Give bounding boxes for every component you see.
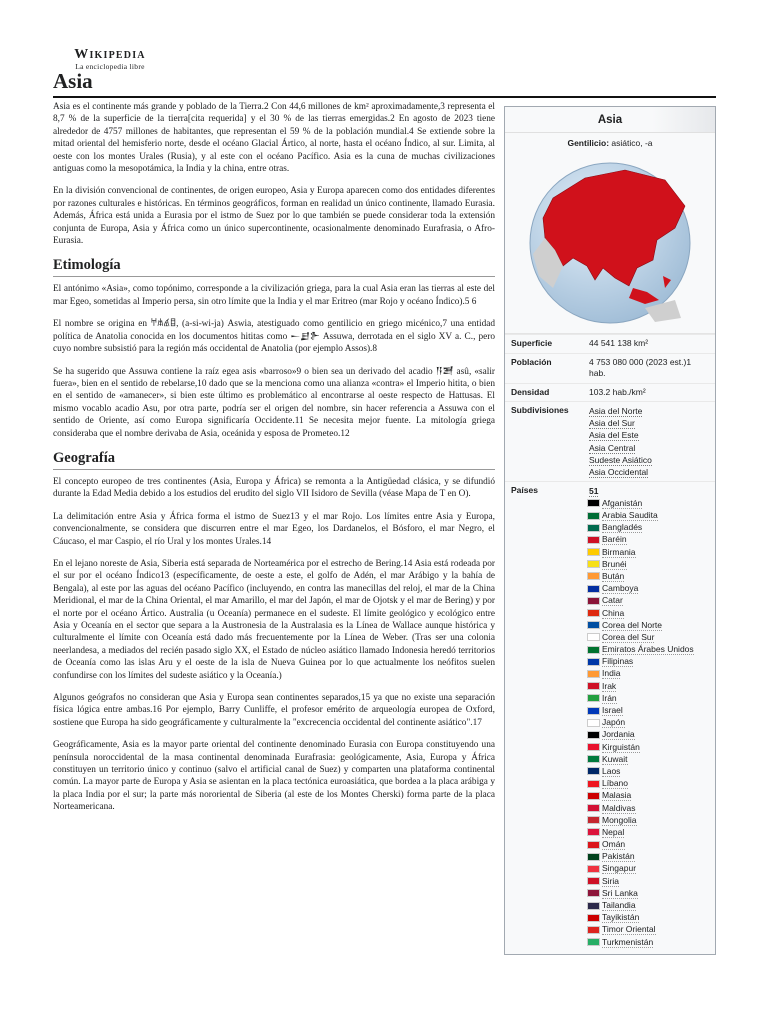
flag-icon [587,682,600,690]
country-name[interactable]: Irak [602,680,617,691]
geografia-paragraph-1: El concepto europeo de tres continentes (Asia, Europa y África) se remonta a la Antigüedad clásica, y se difundió durante la Edad Media debido a los estudios del erudito del siglo VII Isidoro de Sevilla (véase Mapa de T en O). [53,476,495,500]
country-name[interactable]: Líbano [602,778,628,789]
country-name[interactable]: Corea del Sur [602,631,655,642]
country-name[interactable]: Turkmenistán [602,936,654,947]
etimologia-paragraph-2: El nombre se origina en 𐀀𐀯𐀹𐀊, (a-si-wi-ja) Aswia, atestiguado como gentilicio en griego micénico,7 una entidad política de Anatolia conocida en los documentos hititas como 𒀸𒋗𒉿 Assuwa, derrotada en el siglo XV a. C., pero cuyo nombre subsistió para la región más occidental de Anatolia (por ejemplo Assos).8 [53,319,495,355]
country-name[interactable]: Singapur [602,863,637,874]
country-item[interactable] [587,583,709,595]
subdivision-link[interactable]: Sudeste Asiático [589,454,652,465]
country-name[interactable]: Jordania [602,729,635,740]
country-name[interactable]: Tayikistán [602,912,640,923]
country-item[interactable] [587,631,709,643]
country-item[interactable] [587,643,709,655]
paises-count[interactable]: 51 [589,486,599,497]
country-name[interactable]: Baréin [602,534,627,545]
infobox-title: Asia [505,107,715,133]
country-item[interactable] [587,558,709,570]
etimologia-paragraph-1: El antónimo «Asia», como topónimo, corresponde a la civilización griega, para la cual Asia eran las tierras al este del mar Egeo, sometidas al Imperio persa, sin otro límite que la India y el mar Eritreo (mar Rojo y océano Índico).5 6 [53,284,495,307]
country-name[interactable]: Timor Oriental [602,924,656,935]
country-item[interactable] [587,704,709,716]
subdivision-link[interactable]: Asia del Sur [589,418,635,429]
densidad-value: 103.2 hab./km² [589,386,646,397]
country-item[interactable] [587,717,709,729]
country-item[interactable] [587,509,709,521]
subdivision-link[interactable]: Asia del Norte [589,406,643,416]
country-item[interactable] [587,765,709,777]
flag-icon [587,731,600,739]
flag-icon [587,585,600,593]
flag-icon [587,755,600,763]
flag-icon [587,499,600,507]
country-name[interactable]: Pakistán [602,851,635,862]
flag-icon [587,560,600,568]
country-item[interactable] [587,778,709,790]
globe-icon [525,158,695,328]
country-name[interactable]: Catar [602,595,623,606]
infobox-row-paises [505,481,715,954]
section-heading-etimologia: Etimología [53,257,495,277]
infobox-row-densidad [505,383,715,402]
intro-paragraph-1: Asia es el continente más grande y poblado de la Tierra.2 Con 44,6 millones de km² aproximadamente,3 representa el 8,7 % de la superficie de la tierra[cita requerida] y el 30 % de las tierras emergidas.2 En agosto de 2023 tiene alrededor de 4757 millones de habitantes, que representan el 59 % de la población mundial.4 Se extiende sobre la mitad oriental del hemisferio norte, desde el océano Glacial Ártico, al norte, hasta el océano Índico, al sur. Limita, al oeste con los montes Urales (Rusia), y al este con el océano Pacífico. Asia es la cuna de muchas civilizaciones antiguas como la mesopotámica, la India y la china, entre otras. [53,102,495,175]
logo-subtitle: La enciclopedia libre [75,62,145,71]
geografia-paragraph-3: En el lejano noreste de Asia, Siberia está separada de Norteamérica por el estrecho de Bering.14 Asia está rodeada por el sur por el océano Índico13 (específicamente, de oeste a este, el golfo de Adén, el mar Arábigo y la bahía de Bengala), al este por las aguas del océano Pacífico (incluyendo, en contra las manecillas del reloj, el mar de la China Meridional, el mar de la China Oriental, el mar Amarillo, el mar del Japón, el mar de Ojotsk y el mar de Bering) y por el norte por el océano Ártico. Australia (u Oceanía) permanece en el sudeste. El límite geológico y ecológico entre Asia y Oceanía en el sector que separa a la Austronesia de la Australasia es la Línea de Wallace aunque histórica y culturalmente el límite con Oceanía está dado más frecuentemente por la Línea de Weber. (Tras ser una colonia neerlandesa, a mediados del recién pasado siglo XX, el Estado de núcleo asiático llamado Indonesia heredó territorios de Oceanía como las islas Aru y el oeste de la isla de Nueva Guinea por lo que actualmente los neófitos suelen confundirse con los límites del sudeste asiático y la Oceanía.) [53,558,495,681]
infobox-row-subdivisiones [505,401,715,481]
infobox-row-poblacion [505,353,715,383]
country-name[interactable]: Arabia Saudita [602,510,658,520]
etimologia-paragraph-3: Se ha sugerido que Assuwa contiene la raíz egea asis «barroso»9 o bien sea un derivado del acadio 𒀀𒍪 asû, «salir fuera», bien en el sentido de rebelarse,10 dado que se la menciona como una alianza «contra» el Imperio hitita, o bien en el sentido de «amanecer», si bien este último es problemático al encontrarse al oeste respecto de Hattusas. El mismo vocablo acadio Asu, por otra parte, podría ser el origen del nombre, sin hacer referencia a Assuwa con el sentido de Oriente, así como Europa significaría Occidente.11 Se necesita mejor fuente. La mitología griega consideraba que el nombre derivaba de Asia, oceánida y esposa de Prometeo.12 [53,366,495,439]
flag-icon [587,572,600,580]
country-item[interactable] [587,924,709,936]
country-name[interactable]: China [602,607,625,618]
flag-icon [587,804,600,812]
subdivision-link[interactable]: Asia Central [589,442,636,453]
flag-icon [587,621,600,629]
gentilicio-label: Gentilicio: [567,138,610,148]
flag-icon [587,658,600,666]
flag-icon [587,609,600,617]
country-item[interactable] [587,790,709,802]
country-item[interactable] [587,497,709,509]
country-name[interactable]: Laos [602,765,621,776]
geografia-paragraph-4: Algunos geógrafos no consideran que Asia y Europa sean continentes separados,15 ya que no existe una separación física lógica entre ambas.16 Por ejemplo, Barry Cunliffe, el profesor emérito de arqueología europea de Oxford, sostiene que Europa ha sido geográficamente y culturalmente la "excrecencia occidental del continente asiático".17 [53,693,495,728]
country-name[interactable]: Omán [602,839,626,850]
paises-list [589,485,709,948]
intro-paragraph-2: En la división convencional de continentes, de origen europeo, Asia y Europa aparecen como dos entidades diferentes por razones culturales e históricas. En términos geográficos, forman en realidad un único continente, llamado Eurasia. Además, África está unida a Eurasia por el istmo de Suez por lo que también se puede considerar toda la extensión conjunta de Europa, Asia y África como un único supercontinente, ocasionalmente denominado Eurafrasia, o Afro-Eurasia. [53,186,495,247]
country-item[interactable] [587,826,709,838]
geografia-paragraph-5: Geográficamente, Asia es la mayor parte oriental del continente denominado Eurasia con Europa constituyendo una península noroccidental de la masa continental denominada Eurafrasia: geológicamente, Asia, Europa y África constituyen un territorio único y continuo (salvo el artificial canal de Suez) y comparten una plataforma continental común. La mayor parte de Europa y Asia se asientan en la placa tectónica euroasiática, que bordea a la placa arábiga y la placa India por el sur; la parte más nororiental de Siberia (al este de los Montes Cherski) forma parte de la placa Norteamericana. [53,740,495,813]
flag-icon [587,719,600,727]
asia-globe-map[interactable] [505,152,715,334]
flag-icon [587,877,600,885]
flag-icon [587,816,600,824]
poblacion-value: 4 753 080 000 (2023 est.)1 hab. [589,356,692,378]
country-name[interactable]: Camboya [602,583,639,594]
country-item[interactable] [587,875,709,887]
country-item[interactable] [587,887,709,899]
wikipedia-logo[interactable] [65,47,155,71]
country-name[interactable]: Nepal [602,826,625,837]
country-name[interactable]: India [602,668,621,679]
superficie-value: 44 541 138 km² [589,338,649,348]
superficie-label: Superficie [511,338,553,348]
geografia-paragraph-2: La delimitación entre Asia y África forma el istmo de Suez13 y el mar Rojo. Los límites entre Asia y Europa, convencionalmente, se considera que discurren entre el mar Egeo, los Dardanelos, el Bósforo, el mar Negro, el Cáucaso, el mar Caspio, el río Ural y los montes Urales.14 [53,511,495,547]
section-heading-geografia: Geografía [53,450,495,470]
flag-icon [587,914,600,922]
country-item[interactable] [587,912,709,924]
article-body [53,101,495,824]
subdivisiones-list [589,405,709,478]
flag-icon [587,743,600,751]
country-name[interactable]: Emiratos Árabes Unidos [602,644,694,655]
poblacion-label: Población [511,356,552,367]
flag-icon [587,670,600,678]
flag-icon [587,633,600,641]
country-name[interactable]: Maldivas [602,802,636,813]
flag-icon [587,889,600,897]
country-item[interactable] [587,656,709,668]
country-item[interactable] [587,899,709,911]
country-item[interactable] [587,851,709,863]
flag-icon [587,853,600,861]
country-name[interactable]: Kuwait [602,753,628,764]
flag-icon [587,926,600,934]
infobox-gentilicio [505,133,715,152]
country-name[interactable]: Bangladés [602,522,643,533]
flag-icon [587,841,600,849]
gentilicio-value: asiático, -a [611,138,653,148]
country-name[interactable]: Malasia [602,790,632,801]
country-item[interactable] [587,838,709,850]
subdivisiones-label: Subdivisiones [511,405,569,415]
flag-icon [587,524,600,532]
country-name[interactable]: Birmania [602,546,636,557]
subdivision-link[interactable]: Asia del Este [589,430,639,441]
country-item[interactable] [587,741,709,753]
country-item[interactable] [587,753,709,765]
flag-icon [587,780,600,788]
country-list [589,497,709,948]
title-divider [53,96,716,98]
flag-icon [587,792,600,800]
country-name[interactable]: Tailandia [602,900,636,910]
country-name[interactable]: Japón [602,717,626,728]
country-item[interactable] [587,570,709,582]
paises-label: Países [511,485,538,496]
country-item[interactable] [587,668,709,680]
country-name[interactable]: Irán [602,692,617,703]
country-item[interactable] [587,802,709,814]
densidad-label: Densidad [511,386,550,397]
logo-title: Wikipedia [74,47,146,62]
country-item[interactable] [587,607,709,619]
page-title: Asia [53,69,93,93]
country-item[interactable] [587,534,709,546]
flag-icon [587,548,600,556]
flag-icon [587,707,600,715]
country-name[interactable]: Brunéi [602,558,627,569]
country-item[interactable] [587,729,709,741]
infobox [504,106,716,955]
infobox-row-superficie [505,334,715,353]
country-item[interactable] [587,522,709,534]
country-name[interactable]: Afganistán [602,497,643,508]
country-item[interactable] [587,546,709,558]
country-name[interactable]: Siria [602,875,620,886]
country-item[interactable] [587,619,709,631]
country-name[interactable]: Israel [602,705,623,715]
flag-icon [587,597,600,605]
flag-icon [587,536,600,544]
flag-icon [587,694,600,702]
country-item[interactable] [587,692,709,704]
flag-icon [587,512,600,520]
country-name[interactable]: Bután [602,570,625,581]
country-item[interactable] [587,680,709,692]
country-name[interactable]: Kirguistán [602,741,640,752]
country-name[interactable]: Sri Lanka [602,887,638,898]
country-name[interactable]: Filipinas [602,656,634,667]
subdivision-link[interactable]: Asia Occidental [589,467,649,478]
flag-icon [587,828,600,836]
flag-icon [587,938,600,946]
flag-icon [587,902,600,910]
flag-icon [587,646,600,654]
flag-icon [587,865,600,873]
flag-icon [587,767,600,775]
country-name[interactable]: Mongolia [602,814,637,825]
country-name[interactable]: Corea del Norte [602,619,663,630]
country-item[interactable] [587,863,709,875]
country-item[interactable] [587,814,709,826]
country-item[interactable] [587,595,709,607]
country-item[interactable] [587,936,709,948]
